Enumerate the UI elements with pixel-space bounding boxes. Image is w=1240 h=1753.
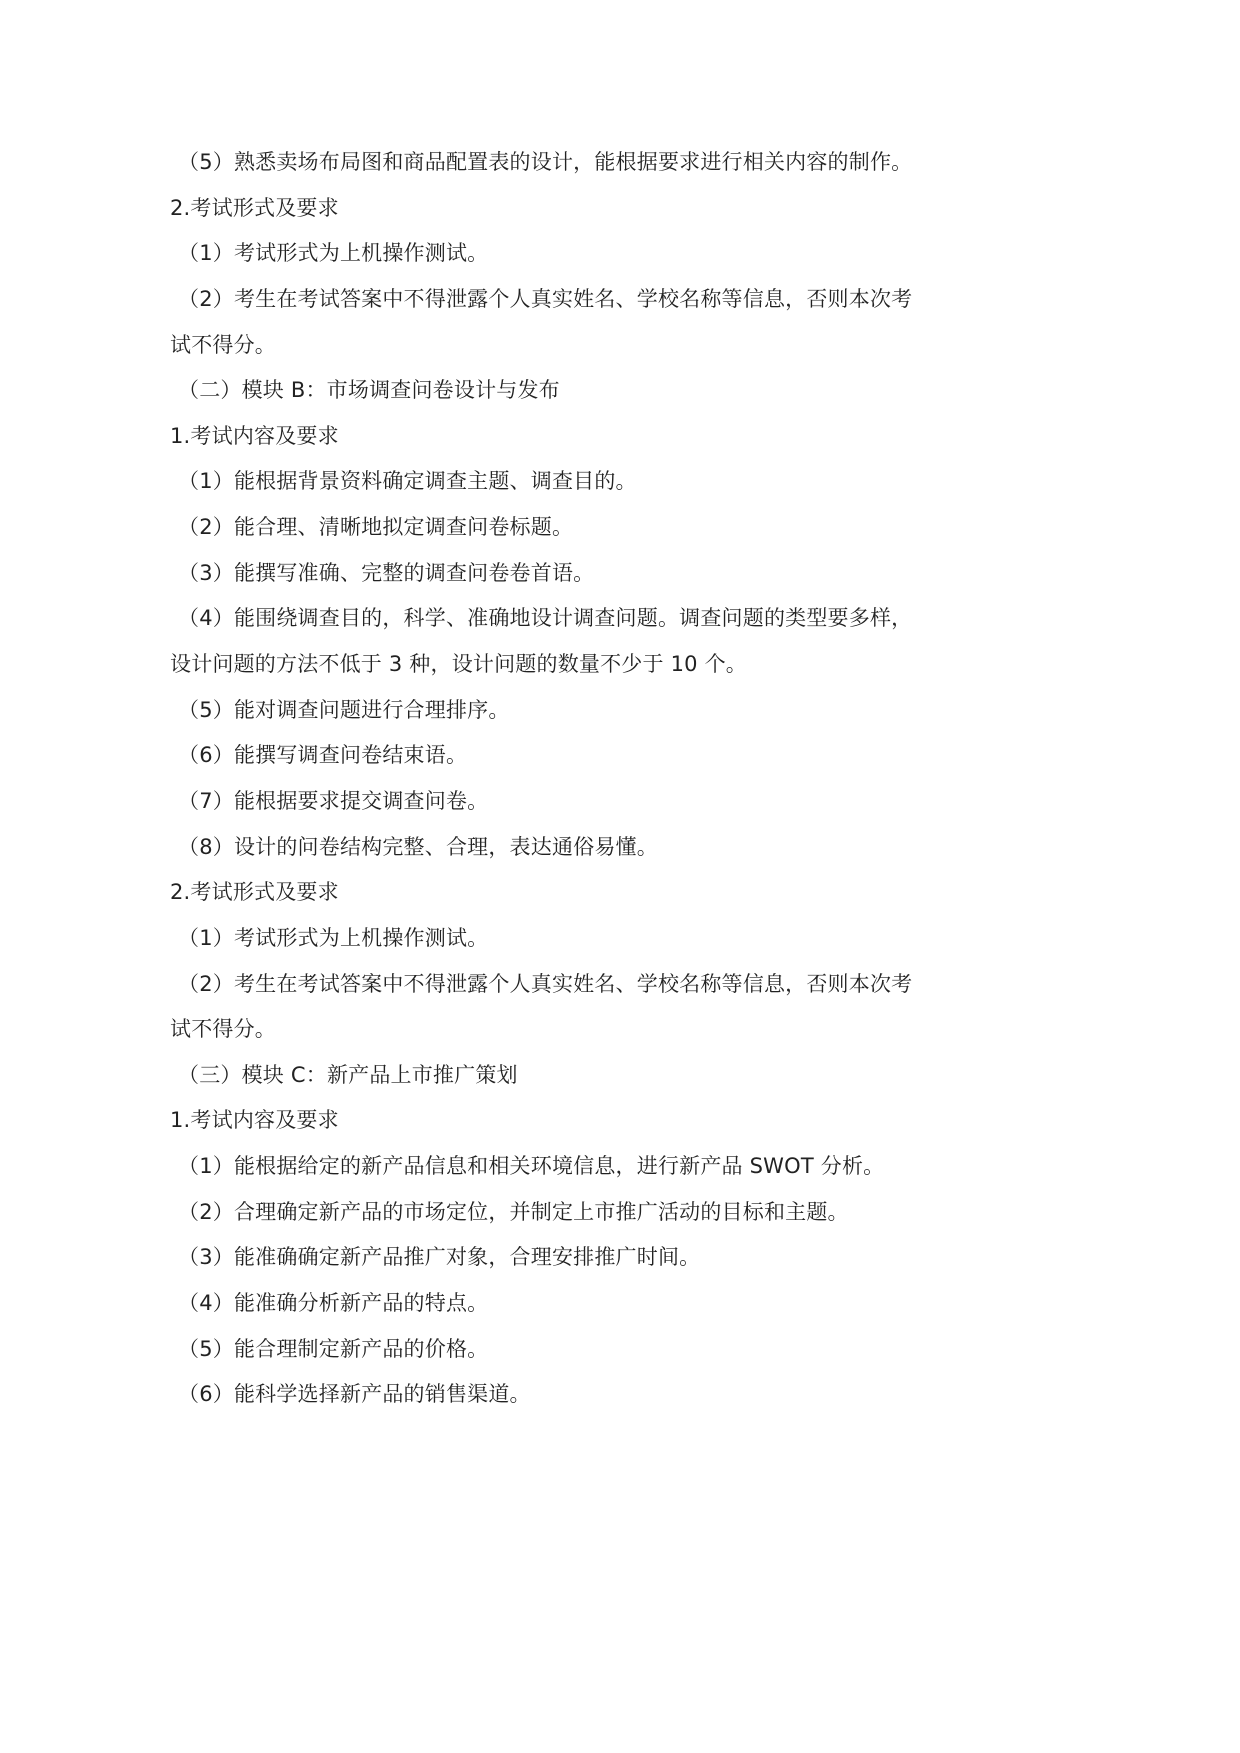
list-item: （1）考试形式为上机操作测试。 bbox=[178, 241, 489, 266]
list-item: （7）能根据要求提交调查问卷。 bbox=[178, 788, 489, 813]
list-item: （5）能合理制定新产品的价格。 bbox=[178, 1336, 489, 1361]
document-page bbox=[170, 140, 960, 1418]
list-item: （6）能科学选择新产品的销售渠道。 bbox=[178, 1382, 531, 1407]
list-item: （2）考生在考试答案中不得泄露个人真实姓名、学校名称等信息，否则本次考 bbox=[178, 971, 913, 996]
text-continuation: 试不得分。 bbox=[170, 332, 276, 357]
section-heading: 1.考试内容及要求 bbox=[170, 423, 339, 448]
list-item: （2）合理确定新产品的市场定位，并制定上市推广活动的目标和主题。 bbox=[178, 1199, 849, 1224]
text-continuation: 设计问题的方法不低于 3 种，设计问题的数量不少于 10 个。 bbox=[170, 652, 747, 677]
list-item: （2）能合理、清晰地拟定调查问卷标题。 bbox=[178, 515, 574, 540]
section-heading: 2.考试形式及要求 bbox=[170, 880, 339, 905]
list-item: （5）熟悉卖场布局图和商品配置表的设计，能根据要求进行相关内容的制作。 bbox=[178, 150, 913, 174]
list-item: （3）能撰写准确、完整的调查问卷卷首语。 bbox=[178, 560, 595, 585]
list-item: （4）能准确分析新产品的特点。 bbox=[178, 1291, 489, 1316]
list-item: （4）能围绕调查目的，科学、准确地设计调查问题。调查问题的类型要多样， bbox=[178, 606, 913, 631]
list-item: （8）设计的问卷结构完整、合理，表达通俗易懂。 bbox=[178, 834, 658, 859]
list-item: （1）能根据背景资料确定调查主题、调查目的。 bbox=[178, 469, 637, 494]
list-item: （三）模块 C：新产品上市推广策划 bbox=[178, 1062, 518, 1087]
list-item: （2）考生在考试答案中不得泄露个人真实姓名、学校名称等信息，否则本次考 bbox=[178, 286, 913, 311]
section-heading: 2.考试形式及要求 bbox=[170, 195, 339, 220]
list-item: （二）模块 B：市场调查问卷设计与发布 bbox=[178, 378, 560, 403]
list-item: （6）能撰写调查问卷结束语。 bbox=[178, 743, 468, 768]
list-item: （1）能根据给定的新产品信息和相关环境信息，进行新产品 SWOT 分析。 bbox=[178, 1154, 885, 1179]
section-heading: 1.考试内容及要求 bbox=[170, 1108, 339, 1133]
text-continuation: 试不得分。 bbox=[170, 1017, 276, 1042]
list-item: （3）能准确确定新产品推广对象，合理安排推广时间。 bbox=[178, 1245, 701, 1270]
list-item: （5）能对调查问题进行合理排序。 bbox=[178, 697, 510, 722]
list-item: （1）考试形式为上机操作测试。 bbox=[178, 925, 489, 950]
